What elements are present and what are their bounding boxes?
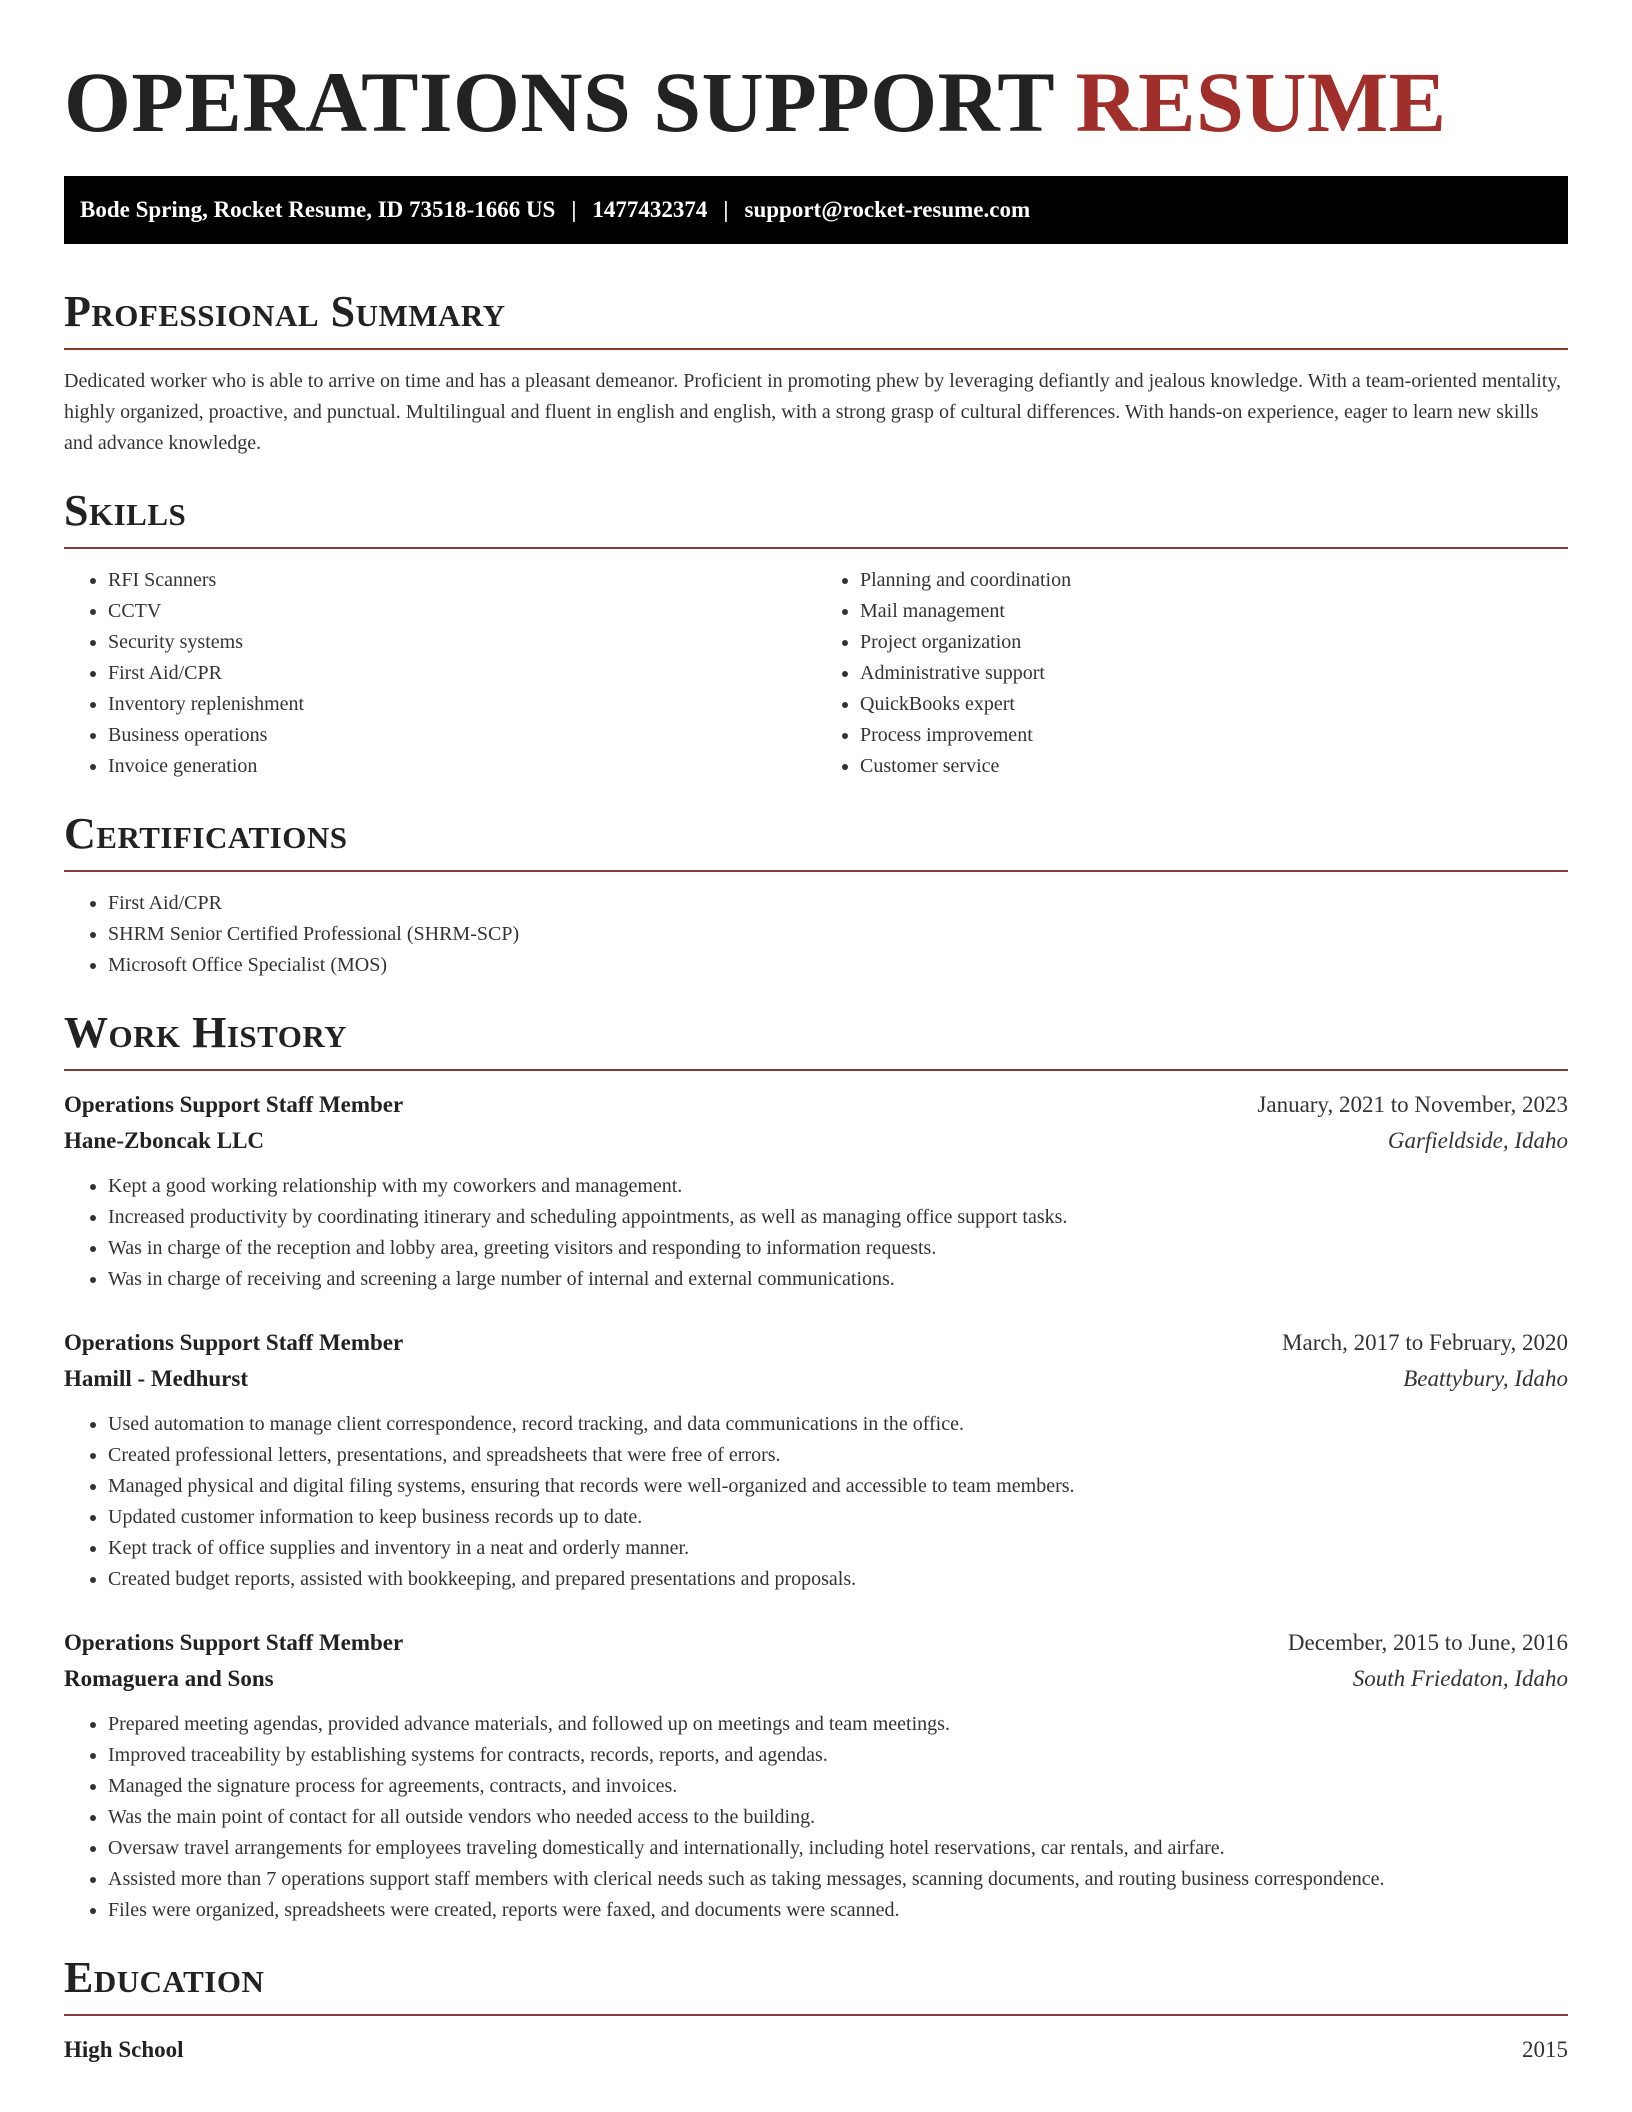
job-bullet: • Was the main point of contact for all outside vendors who needed access to the building.: [108, 1802, 1568, 1833]
education-degree: High School: [64, 2037, 184, 2062]
job-dates: December, 2015 to June, 2016: [1287, 1630, 1568, 1655]
certification-item: • Microsoft Office Specialist (MOS): [108, 950, 1568, 981]
summary-heading: Professional Summary: [64, 287, 506, 336]
job-location: Beattybury, Idaho: [1403, 1366, 1568, 1391]
work-history-heading: Work History: [64, 1008, 348, 1057]
job-entry: [64, 1325, 1568, 1595]
summary-section: [64, 286, 1568, 459]
title-main: OPERATIONS SUPPORT: [64, 54, 1054, 150]
section-divider: [64, 2014, 1568, 2016]
education-header-row: [64, 2032, 1568, 2068]
skills-section: [64, 485, 1568, 782]
contact-bar: [64, 176, 1568, 244]
job-bullets: [64, 1171, 1568, 1295]
certification-item: • SHRM Senior Certified Professional (SHRM-SCP): [108, 919, 1568, 950]
education-section: [64, 1952, 1568, 2068]
job-bullet: • Managed physical and digital filing systems, ensuring that records were well-organized and accessible to team members.: [108, 1471, 1568, 1502]
skills-column-left: [64, 565, 816, 782]
job-header-row: [64, 1325, 1568, 1361]
skill-item: • QuickBooks expert: [860, 689, 1568, 720]
job-bullet: • Kept track of office supplies and inventory in a neat and orderly manner.: [108, 1533, 1568, 1564]
job-header-row: [64, 1625, 1568, 1661]
job-location: South Friedaton, Idaho: [1352, 1666, 1568, 1691]
job-bullet: • Oversaw travel arrangements for employees traveling domestically and internationally, including hotel reservations, car rentals, and airfare.: [108, 1833, 1568, 1864]
job-location: Garfieldside, Idaho: [1387, 1128, 1568, 1153]
job-title: Operations Support Staff Member: [64, 1092, 404, 1117]
skill-item: • Inventory replenishment: [108, 689, 816, 720]
job-bullets: [64, 1409, 1568, 1595]
job-bullet: • Increased productivity by coordinating itinerary and scheduling appointments, as well as managing office support tasks.: [108, 1202, 1568, 1233]
resume-title: [64, 0, 1568, 152]
job-title: Operations Support Staff Member: [64, 1330, 404, 1355]
certification-item: • First Aid/CPR: [108, 888, 1568, 919]
skill-item: • Administrative support: [860, 658, 1568, 689]
skill-item: • Security systems: [108, 627, 816, 658]
certifications-section: [64, 808, 1568, 981]
contact-separator: |: [723, 197, 729, 222]
skill-item: • CCTV: [108, 596, 816, 627]
section-divider: [64, 348, 1568, 350]
section-divider: [64, 547, 1568, 549]
job-bullet: • Files were organized, spreadsheets were created, reports were faxed, and documents were scanned.: [108, 1895, 1568, 1926]
job-company: Romaguera and Sons: [64, 1666, 274, 1691]
skill-item: • Project organization: [860, 627, 1568, 658]
section-divider: [64, 1069, 1568, 1071]
job-bullet: • Used automation to manage client correspondence, record tracking, and data communications in the office.: [108, 1409, 1568, 1440]
job-bullet: • Updated customer information to keep business records up to date.: [108, 1502, 1568, 1533]
job-bullet: • Created budget reports, assisted with bookkeeping, and prepared presentations and proposals.: [108, 1564, 1568, 1595]
job-bullet: • Created professional letters, presentations, and spreadsheets that were free of errors.: [108, 1440, 1568, 1471]
skills-heading: Skills: [64, 486, 187, 535]
summary-text: Dedicated worker who is able to arrive on time and has a pleasant demeanor. Proficient in promoting phew by leveraging defiantly and jealous knowledge. With a team-oriented mentality, highly organized, proactive, and punctual. Multilingual and fluent in english and english, with a strong grasp of cultural differences. With hands-on experience, eager to learn new skills and advance knowledge.: [64, 370, 1562, 454]
skill-item: • Process improvement: [860, 720, 1568, 751]
skill-item: • Mail management: [860, 596, 1568, 627]
job-bullet: • Was in charge of the reception and lobby area, greeting visitors and responding to information requests.: [108, 1233, 1568, 1264]
contact-address: Bode Spring, Rocket Resume, ID 73518-1666 US: [80, 197, 556, 222]
title-accent: RESUME: [1075, 54, 1447, 150]
job-company: Hamill - Medhurst: [64, 1366, 248, 1391]
education-year: 2015: [1522, 2037, 1568, 2062]
work-history-section: [64, 1007, 1568, 1926]
job-bullet: • Managed the signature process for agreements, contracts, and invoices.: [108, 1771, 1568, 1802]
certifications-heading: Certifications: [64, 809, 348, 858]
skill-item: • Planning and coordination: [860, 565, 1568, 596]
job-bullet: • Was in charge of receiving and screening a large number of internal and external communications.: [108, 1264, 1568, 1295]
education-heading: Education: [64, 1953, 265, 2002]
skill-item: • Customer service: [860, 751, 1568, 782]
job-header-row: [64, 1087, 1568, 1123]
job-company-row: [64, 1123, 1568, 1159]
job-entry: [64, 1087, 1568, 1295]
skill-item: • First Aid/CPR: [108, 658, 816, 689]
job-title: Operations Support Staff Member: [64, 1630, 404, 1655]
job-company-row: [64, 1361, 1568, 1397]
job-bullet: • Prepared meeting agendas, provided advance materials, and followed up on meetings and team meetings.: [108, 1709, 1568, 1740]
job-dates: January, 2021 to November, 2023: [1257, 1092, 1568, 1117]
job-company: Hane-Zboncak LLC: [64, 1128, 265, 1153]
skill-item: • RFI Scanners: [108, 565, 816, 596]
skills-list-left: [64, 565, 816, 782]
education-entry: [64, 2032, 1568, 2068]
section-divider: [64, 870, 1568, 872]
contact-phone: 1477432374: [592, 197, 708, 222]
contact-separator: |: [571, 197, 577, 222]
certifications-list: [64, 888, 1568, 981]
job-entry: [64, 1625, 1568, 1926]
job-bullet: • Improved traceability by establishing systems for contracts, records, reports, and agendas.: [108, 1740, 1568, 1771]
job-dates: March, 2017 to February, 2020: [1282, 1330, 1568, 1355]
job-bullet: • Assisted more than 7 operations support staff members with clerical needs such as taking messages, scanning documents, and routing business correspondence.: [108, 1864, 1568, 1895]
skills-columns: [64, 565, 1568, 782]
contact-email: support@rocket-resume.com: [744, 197, 1031, 222]
job-bullet: • Kept a good working relationship with my coworkers and management.: [108, 1171, 1568, 1202]
job-bullets: [64, 1709, 1568, 1926]
skills-column-right: [816, 565, 1568, 782]
skills-list-right: [816, 565, 1568, 782]
job-company-row: [64, 1661, 1568, 1697]
skill-item: • Business operations: [108, 720, 816, 751]
skill-item: • Invoice generation: [108, 751, 816, 782]
